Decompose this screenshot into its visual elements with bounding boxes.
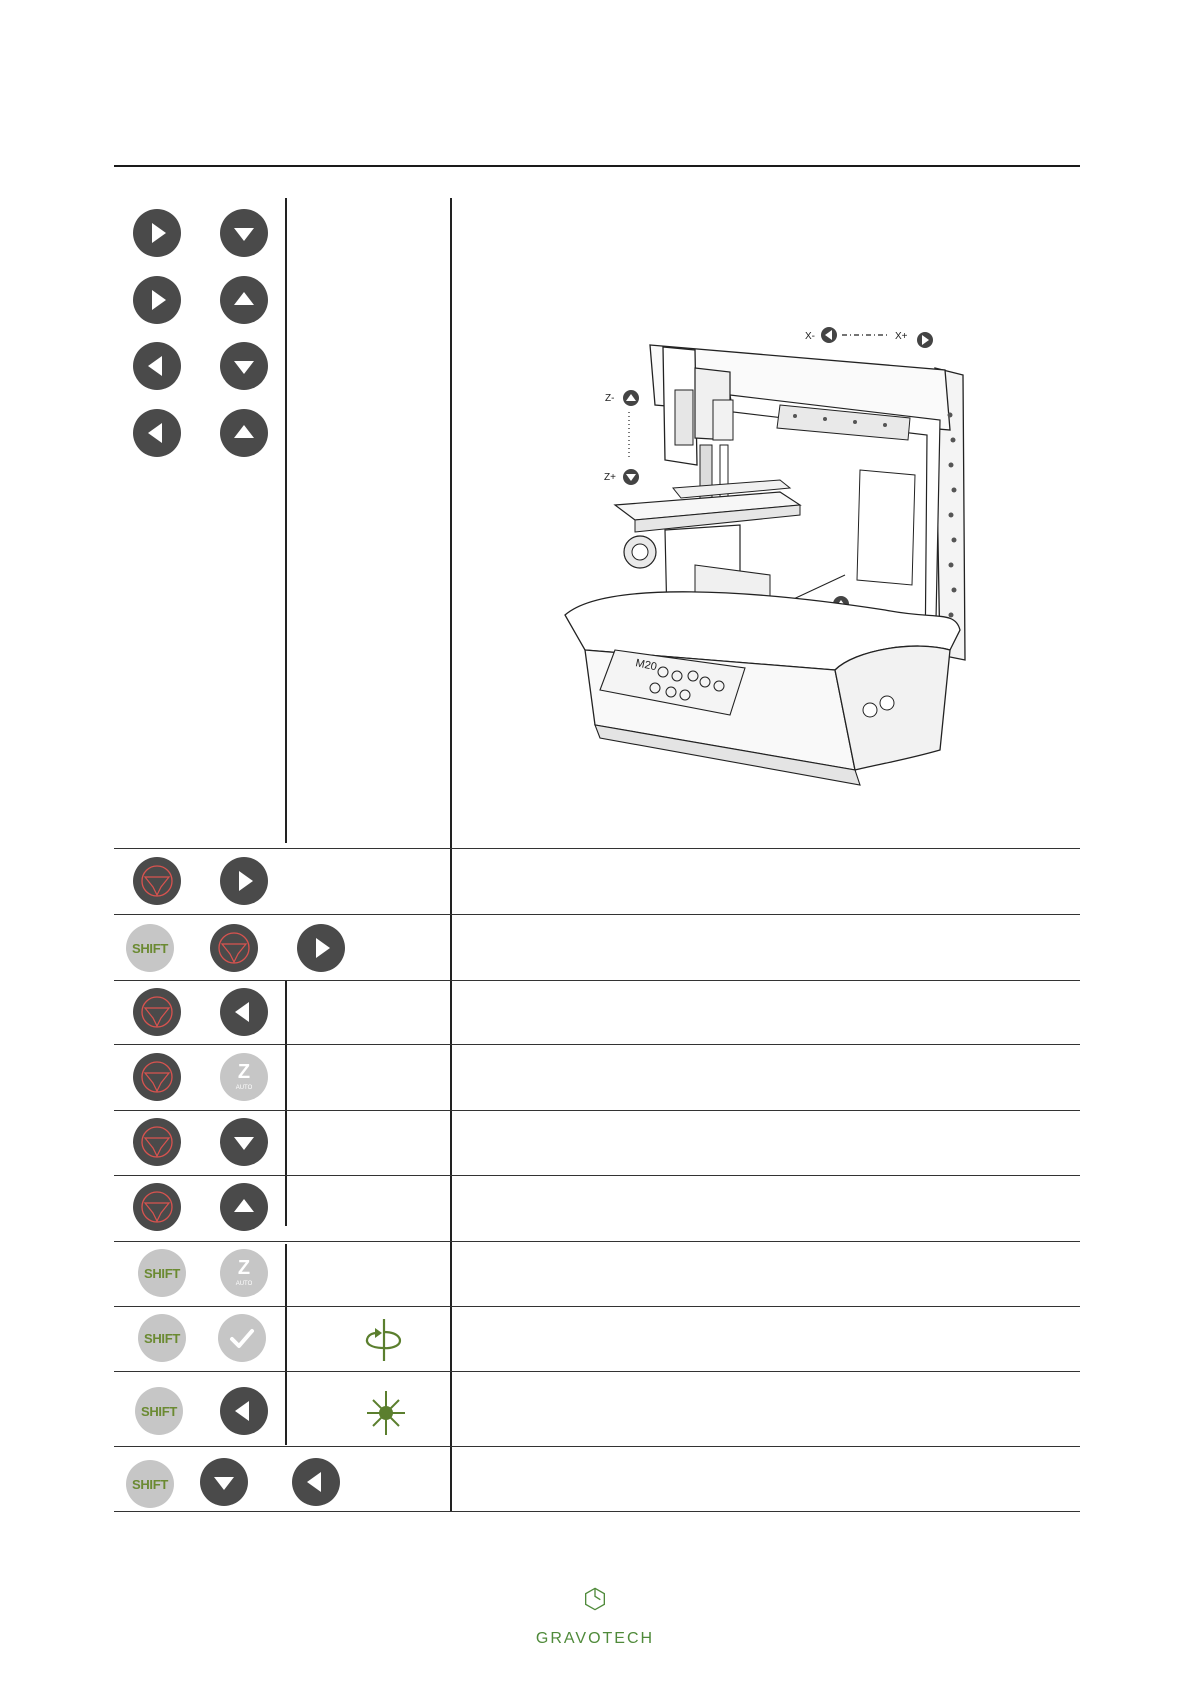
- left-arrow-key: [220, 1387, 268, 1435]
- row-divider: [114, 1511, 1080, 1512]
- right-arrow-key: [133, 209, 181, 257]
- up-arrow-key: [220, 276, 268, 324]
- spindle-key: [133, 1183, 181, 1231]
- row-divider: [114, 1044, 1080, 1045]
- right-arrow-key: [133, 276, 181, 324]
- row-divider: [114, 1371, 1080, 1372]
- shift-key: SHIFT: [138, 1314, 186, 1362]
- z-plus-label: Z+: [604, 472, 616, 483]
- left-arrow-key: [133, 409, 181, 457]
- header-rule: [114, 165, 1080, 167]
- row-divider: [114, 1110, 1080, 1111]
- laser-pointer-icon: [362, 1389, 410, 1437]
- z-minus-label: Z-: [605, 393, 615, 404]
- row-divider: [114, 1175, 1080, 1176]
- shift-key: SHIFT: [126, 1460, 174, 1508]
- up-arrow-key: [220, 1183, 268, 1231]
- down-arrow-key: [220, 1118, 268, 1166]
- machine-illustration: [555, 320, 995, 825]
- x-plus-label: X+: [895, 331, 908, 342]
- gravotech-logo-icon: [525, 1585, 665, 1625]
- z-auto-key: Z AUTO: [220, 1249, 268, 1297]
- column-divider-2: [450, 198, 452, 1512]
- right-arrow-key: [220, 857, 268, 905]
- brand-name: GRAVOTECH: [535, 1630, 655, 1647]
- row-divider: [114, 914, 1080, 915]
- x-minus-label: X-: [805, 331, 815, 342]
- row-divider: [114, 1241, 1080, 1242]
- z-auto-key: Z AUTO: [220, 1053, 268, 1101]
- column-divider-1c: [285, 1244, 287, 1445]
- left-arrow-key: [133, 342, 181, 390]
- shift-key: SHIFT: [138, 1249, 186, 1297]
- column-divider-1b: [285, 980, 287, 1226]
- column-divider-1: [285, 198, 287, 843]
- check-key: [218, 1314, 266, 1362]
- spindle-key: [133, 988, 181, 1036]
- spindle-key: [133, 1118, 181, 1166]
- row-divider: [114, 848, 1080, 849]
- shift-key: SHIFT: [135, 1387, 183, 1435]
- down-arrow-key: [220, 209, 268, 257]
- row-divider: [114, 1306, 1080, 1307]
- shift-key: SHIFT: [126, 924, 174, 972]
- spindle-key: [210, 924, 258, 972]
- row-divider: [114, 1446, 1080, 1447]
- left-arrow-key: [292, 1458, 340, 1506]
- spindle-key: [133, 857, 181, 905]
- rotary-axis-icon: [360, 1316, 408, 1364]
- down-arrow-key: [200, 1458, 248, 1506]
- spindle-key: [133, 1053, 181, 1101]
- up-arrow-key: [220, 409, 268, 457]
- down-arrow-key: [220, 342, 268, 390]
- row-divider: [114, 980, 1080, 981]
- right-arrow-key: [297, 924, 345, 972]
- model-label: M20: [634, 657, 658, 674]
- left-arrow-key: [220, 988, 268, 1036]
